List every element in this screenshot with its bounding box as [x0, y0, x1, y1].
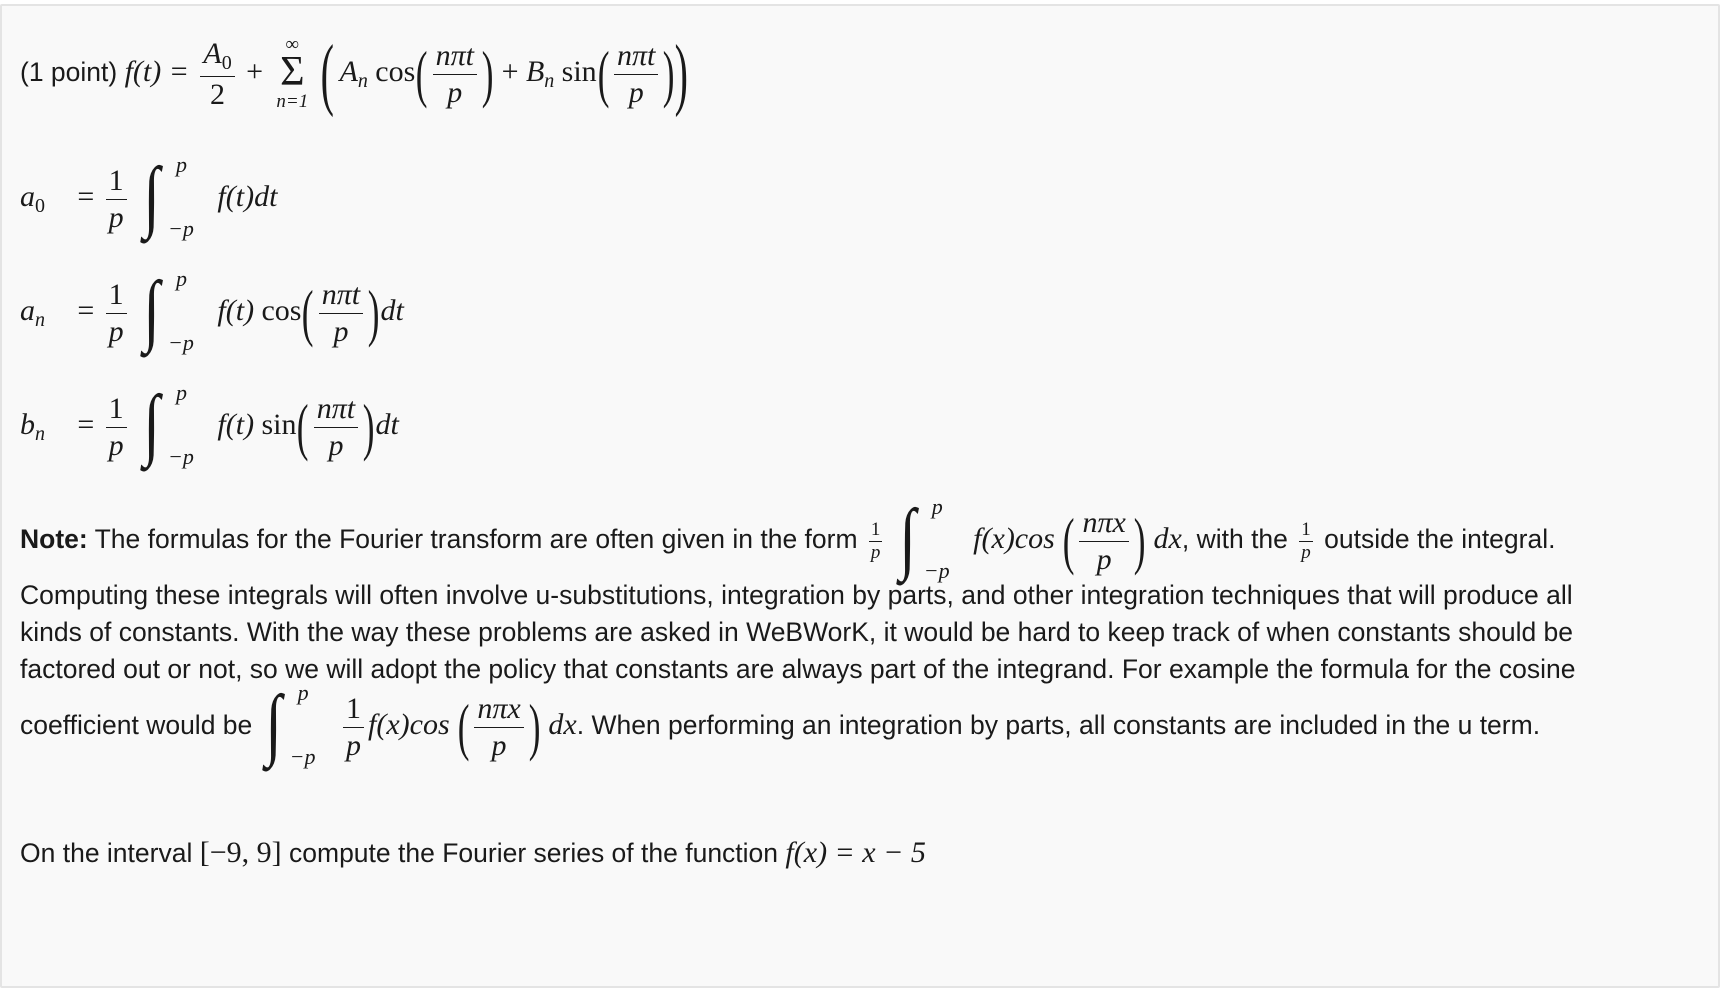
summation-symbol: ∞ Σ n=1 — [276, 34, 309, 112]
function-expression: f(x) = x − 5 — [785, 836, 926, 869]
an-formula: $a_n$ = $\frac{1}{p}$ ∫ p −p f(t) cos( $\frac{\text{nπt}}{p}$ )dt — [20, 268, 404, 358]
series-formula: (1 point) f(t) = $\frac{A_0}{2}$ + ∞ Σ n=1 ( $A_n$ cos( $\frac{\text{nπt}}{p}$ ) + $B_n$ sin( $\frac{\text{nπt}}{p}$ )) — [20, 30, 688, 118]
integral-sign: ∫ p −p — [265, 680, 316, 769]
a0-half-fraction: $\frac{A_0}{2}$ — [200, 38, 234, 111]
bn-formula: $b_n$ = $\frac{1}{p}$ ∫ p −p f(t) sin( $\frac{\text{nπt}}{p}$ )dt — [20, 382, 399, 472]
paragraph-line-1: Computing these integrals will often involve u-substitutions, integration by parts, and other integration techniques that will produce all — [20, 580, 1573, 610]
points-label: (1 point) — [20, 57, 118, 87]
paragraph-line-2: kinds of constants. With the way these problems are asked in WeBWorK, it would be hard to keep track of when constants should be — [20, 617, 1574, 647]
problem-panel — [0, 4, 1720, 988]
a0-formula: $a_0$ = $\frac{1}{p}$ ∫ p −p f(t)dt — [20, 154, 277, 244]
question-line: On the interval [−9, 9] compute the Fourier series of the function f(x) = x − 5 — [20, 836, 926, 869]
paragraph-line-3: factored out or not, so we will adopt the policy that constants are always part of the integrand. For example the formula for the cosine — [20, 654, 1576, 684]
note-line: Note: The formulas for the Fourier transform are often given in the form $\frac{1}{p}$ ∫ p −p f(x)cos ( $\frac{\text{nπx}}{p}$ ) dx, with the $\frac{1}{p}$ outside the integral. — [20, 496, 1555, 586]
paragraph-line-4: coefficient would be ∫ p −p $\frac{1}{p}$ f(x)cos ( $\frac{\text{nπx}}{p}$ ) dx. When performing an integration by parts, all constants are included in the u term. — [20, 682, 1540, 772]
note-label: Note: — [20, 524, 88, 554]
interval: [−9, 9] — [199, 836, 282, 869]
integral-sign: ∫ p −p — [143, 152, 194, 241]
integral-sign: ∫ p −p — [143, 380, 194, 469]
integral-sign: ∫ p −p — [899, 494, 950, 583]
series-lhs: f(t) = — [124, 55, 189, 88]
integral-sign: ∫ p −p — [143, 266, 194, 355]
